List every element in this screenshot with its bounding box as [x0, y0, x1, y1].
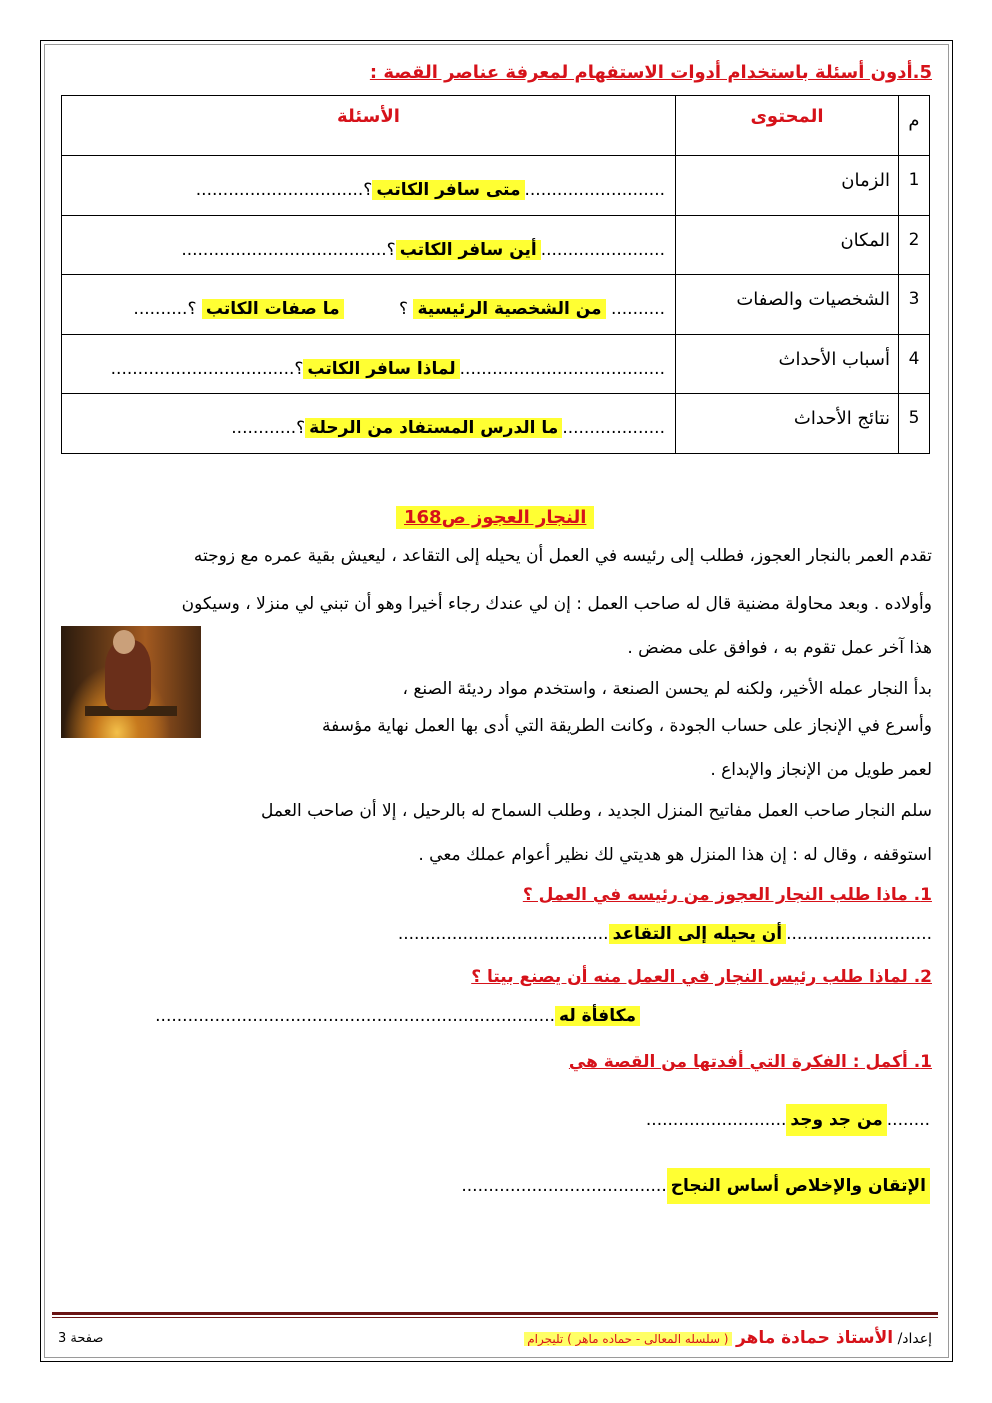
- row-num: 3: [899, 275, 930, 335]
- row-num: 2: [899, 215, 930, 275]
- row-answer-cell[interactable]: [62, 215, 676, 275]
- dots: .......................................: [397, 924, 609, 944]
- header-num: م: [899, 96, 930, 156]
- dots: ..........................: [645, 1110, 787, 1130]
- row-answer-cell[interactable]: [62, 156, 676, 216]
- story-line: هذا آخر عمل تقوم به ، فوافق على مضض .: [627, 638, 932, 658]
- story-line: تقدم العمر بالنجار العجوز، فطلب إلى رئيسه في العمل أن يحيله إلى التقاعد ، ليعيش بقية عمره مع زوجته: [193, 546, 932, 566]
- dots: ...................: [562, 418, 665, 439]
- answer-text: متى سافر الكاتب: [372, 180, 524, 200]
- story-line: وأولاده . وبعد محاولة مضنية قال له صاحب العمل : إن لي عندك رجاء أخيرا وهو أن تبني لي منزلا ، وسيكون: [181, 594, 932, 614]
- answer-line-1[interactable]: [398, 924, 932, 944]
- footer-rule: [52, 1312, 938, 1315]
- story-line: سلم النجار صاحب العمل مفاتيح المنزل الجديد ، وطلب السماح له بالرحيل ، إلا أن صاحب العمل: [260, 801, 932, 821]
- answer-line-3b[interactable]: [461, 1176, 930, 1196]
- section5-heading: 5.أدون أسئلة باستخدام أدوات الاستفهام لمعرفة عناصر القصة :: [369, 62, 932, 83]
- question-1: 1. ماذا طلب النجار العجوز من رئيسه في العمل ؟: [522, 885, 932, 905]
- row-element: أسباب الأحداث: [676, 334, 899, 394]
- story-line: بدأ النجار عمله الأخير، ولكنه لم يحسن الصنعة ، واستخدم مواد رديئة الصنع ،: [402, 679, 932, 699]
- dots: ؟..................................: [110, 358, 304, 379]
- row-answer-cell[interactable]: [62, 394, 676, 454]
- teacher-name: الأستاذ حمادة ماهر: [735, 1328, 894, 1348]
- answer-text-2: ما صفات الكاتب: [202, 299, 344, 319]
- table-row: [62, 156, 930, 216]
- dots: ..........................................................................: [155, 1006, 556, 1026]
- dots: ..........: [610, 299, 665, 320]
- dots: ......................................: [459, 358, 665, 379]
- row-answer-cell[interactable]: [62, 275, 676, 335]
- row-answer-cell[interactable]: [62, 334, 676, 394]
- table-row: [62, 215, 930, 275]
- row-num: 5: [899, 394, 930, 454]
- row-element: الشخصيات والصفات: [676, 275, 899, 335]
- dots: .......................: [540, 239, 665, 260]
- answer-line-3a[interactable]: [646, 1110, 930, 1130]
- row-element: المكان: [676, 215, 899, 275]
- table-row: [62, 334, 930, 394]
- dots: ؟......................................: [181, 239, 396, 260]
- answer-text: لماذا سافر الكاتب: [303, 359, 459, 379]
- dots: ......................................: [461, 1176, 667, 1196]
- dots: ؟...............................: [195, 180, 373, 200]
- answer-text: الإتقان والإخلاص أساس النجاح: [667, 1168, 930, 1204]
- story-title: النجار العجوز ص168: [396, 506, 594, 529]
- table-header-row: [62, 96, 930, 156]
- row-num: 1: [899, 156, 930, 216]
- answer-text: أن يحيله إلى التقاعد: [609, 924, 787, 944]
- page-number: صفحة 3: [58, 1331, 104, 1346]
- question-3: 1. أكمل : الفكرة التي أفدتها من القصة هي: [568, 1052, 932, 1072]
- carpenter-image: [61, 626, 201, 738]
- row-element: نتائج الأحداث: [676, 394, 899, 454]
- series-label: ( سلسله المعالى - حماده ماهر ) تليجرام: [524, 1332, 731, 1346]
- dots: ؟..........: [133, 299, 197, 320]
- answer-text: من الشخصية الرئيسية: [413, 299, 605, 319]
- story-line: استوقفه ، وقال له : إن هذا المنزل هو هديتي لك نظير أعوام عملك معي .: [418, 845, 932, 865]
- footer-author: [524, 1328, 932, 1348]
- story-line: وأسرع في الإنجاز على حساب الجودة ، وكانت الطريقة التي أدى بها العمل نهاية مؤسفة: [322, 716, 932, 736]
- header-content: المحتوى: [676, 96, 899, 156]
- dots: ..........................: [524, 180, 665, 200]
- dots: ؟............: [231, 418, 306, 439]
- answer-text: أين سافر الكاتب: [396, 240, 541, 260]
- row-element: الزمان: [676, 156, 899, 216]
- dots: ........: [886, 1110, 930, 1130]
- story-line: لعمر طويل من الإنجاز والإبداع .: [710, 760, 932, 780]
- header-questions: الأسئلة: [62, 96, 676, 156]
- question-2: 2. لماذا طلب رئيس النجار في العمل منه أن يصنع بيتا ؟: [471, 967, 932, 987]
- row-num: 4: [899, 334, 930, 394]
- story-elements-table: [61, 95, 930, 454]
- table-row: [62, 275, 930, 335]
- table-row: [62, 394, 930, 454]
- question-mark: ؟: [399, 299, 409, 320]
- dots: ...........................: [786, 924, 932, 944]
- answer-text: ما الدرس المستفاد من الرحلة: [305, 418, 562, 438]
- answer-text: من جد وجد: [786, 1104, 886, 1136]
- prep-label: إعداد/: [897, 1331, 932, 1347]
- footer-rule-thin: [52, 1317, 938, 1318]
- answer-line-2[interactable]: [155, 1006, 640, 1026]
- answer-text: مكافأة له: [555, 1006, 640, 1026]
